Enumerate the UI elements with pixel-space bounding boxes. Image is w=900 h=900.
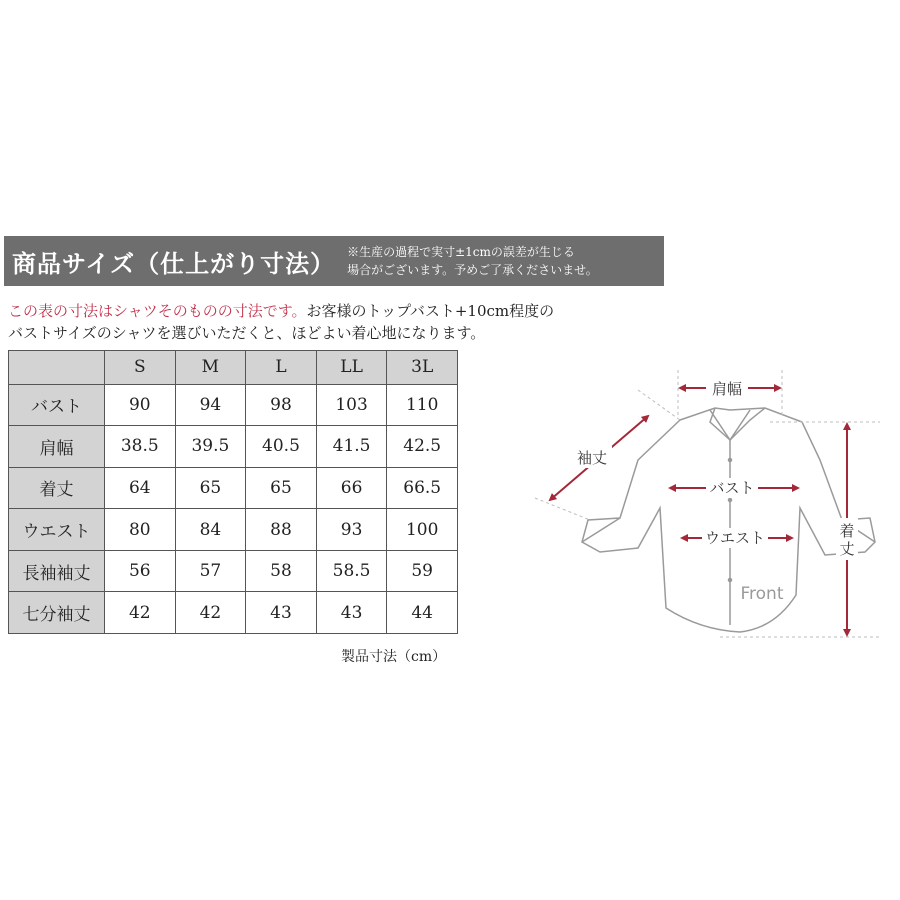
table-cell: 103 bbox=[316, 384, 387, 426]
tolerance-note-line2: 場合がございます。予めご了承くださいませ。 bbox=[347, 263, 598, 277]
size-description bbox=[8, 300, 554, 344]
tolerance-note-line1: ※生産の過程で実寸±1cmの誤差が生じる bbox=[347, 245, 575, 259]
table-row bbox=[9, 426, 458, 468]
size-description-line2: バストサイズのシャツを選びいただくと、ほどよい着心地になります。 bbox=[8, 324, 486, 342]
table-cell: 93 bbox=[316, 509, 387, 551]
table-cell: 88 bbox=[246, 509, 317, 551]
table-cell: 43 bbox=[316, 592, 387, 634]
table-cell: 66 bbox=[316, 467, 387, 509]
table-cell: 84 bbox=[175, 509, 246, 551]
row-label: 七分袖丈 bbox=[9, 592, 105, 634]
table-cell: 94 bbox=[175, 384, 246, 426]
table-cell: 58 bbox=[246, 550, 317, 592]
table-row bbox=[9, 467, 458, 509]
row-label: ウエスト bbox=[9, 509, 105, 551]
table-cell: 58.5 bbox=[316, 550, 387, 592]
size-column-header: L bbox=[246, 351, 317, 385]
row-label: 長袖袖丈 bbox=[9, 550, 105, 592]
size-column-header: M bbox=[175, 351, 246, 385]
table-cell: 44 bbox=[387, 592, 458, 634]
waist-label: ウエスト bbox=[704, 529, 766, 547]
table-cell: 56 bbox=[105, 550, 176, 592]
table-cell: 110 bbox=[387, 384, 458, 426]
size-description-line1 bbox=[8, 300, 554, 322]
table-cell: 42.5 bbox=[387, 426, 458, 468]
table-row bbox=[9, 509, 458, 551]
front-label: Front bbox=[740, 584, 784, 604]
size-header-banner bbox=[4, 236, 664, 286]
table-cell: 43 bbox=[246, 592, 317, 634]
size-table bbox=[8, 350, 458, 634]
table-cell: 100 bbox=[387, 509, 458, 551]
table-cell: 57 bbox=[175, 550, 246, 592]
page-title: 商品サイズ（仕上がり寸法） bbox=[12, 248, 336, 278]
size-column-header: 3L bbox=[387, 351, 458, 385]
table-cell: 98 bbox=[246, 384, 317, 426]
shirt-diagram bbox=[520, 360, 890, 650]
length-label-top: 着 bbox=[839, 522, 855, 540]
table-cell: 38.5 bbox=[105, 426, 176, 468]
row-label: バスト bbox=[9, 384, 105, 426]
sleeve-label: 袖丈 bbox=[576, 449, 608, 467]
table-cell: 41.5 bbox=[316, 426, 387, 468]
row-label: 肩幅 bbox=[9, 426, 105, 468]
table-row bbox=[9, 592, 458, 634]
table-cell: 59 bbox=[387, 550, 458, 592]
table-cell: 39.5 bbox=[175, 426, 246, 468]
table-cell: 42 bbox=[175, 592, 246, 634]
table-cell: 42 bbox=[105, 592, 176, 634]
bust-label: バスト bbox=[709, 479, 755, 497]
table-cell: 65 bbox=[246, 467, 317, 509]
size-column-header: LL bbox=[316, 351, 387, 385]
size-description-rest: お客様のトップバスト+10cm程度の bbox=[306, 302, 555, 320]
size-column-header: S bbox=[105, 351, 176, 385]
table-cell: 65 bbox=[175, 467, 246, 509]
size-table-corner bbox=[9, 351, 105, 385]
table-cell: 80 bbox=[105, 509, 176, 551]
table-cell: 90 bbox=[105, 384, 176, 426]
unit-caption: 製品寸法（cm） bbox=[341, 649, 447, 665]
shoulder-label: 肩幅 bbox=[711, 380, 743, 398]
table-row bbox=[9, 384, 458, 426]
size-description-highlight: この表の寸法はシャツそのものの寸法です。 bbox=[8, 302, 307, 320]
row-label: 着丈 bbox=[9, 467, 105, 509]
length-label-bottom: 丈 bbox=[839, 540, 855, 558]
tolerance-note bbox=[347, 243, 598, 279]
table-row bbox=[9, 550, 458, 592]
table-cell: 64 bbox=[105, 467, 176, 509]
shirt-outline bbox=[582, 408, 875, 632]
size-table-header-row bbox=[9, 351, 458, 385]
table-cell: 66.5 bbox=[387, 467, 458, 509]
table-cell: 40.5 bbox=[246, 426, 317, 468]
